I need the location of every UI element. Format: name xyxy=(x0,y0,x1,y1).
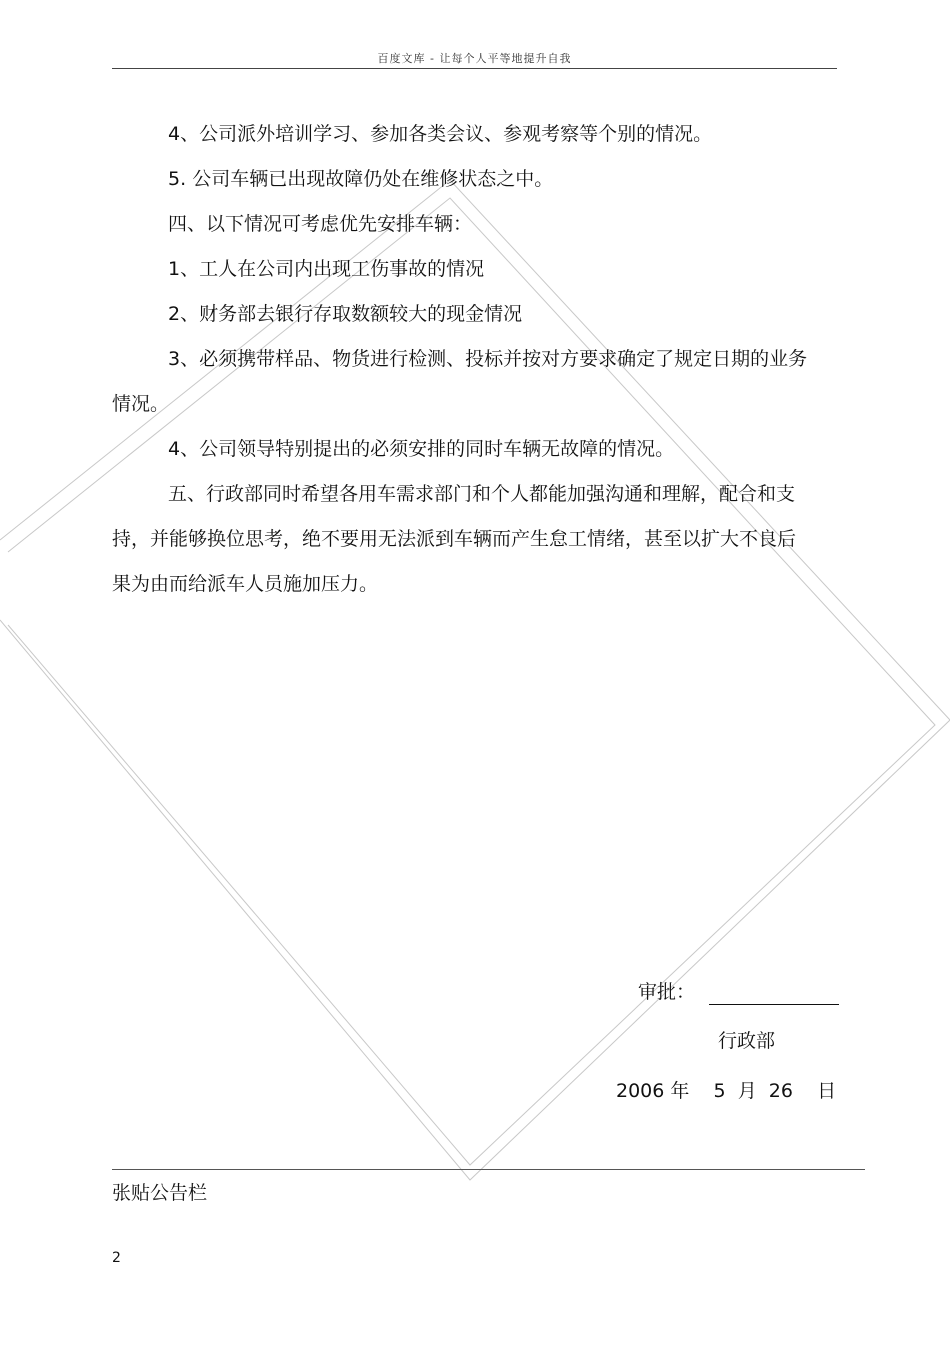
document-date: 2006 年 5 月 26 日 xyxy=(616,1080,837,1102)
paragraph: 4、公司领导特别提出的必须安排的同时车辆无故障的情况。 xyxy=(168,438,675,460)
approval-label: 审批： xyxy=(638,981,696,1003)
section-heading: 四、以下情况可考虑优先安排车辆： xyxy=(168,213,473,235)
approval-row xyxy=(638,977,839,1007)
section-paragraph: 五、行政部同时希望各用车需求部门和个人都能加强沟通和理解，配合和支持，并能够换位思考，绝不要用无法派到车辆而产生怠工情绪，甚至以扩大不良后果为由而给派车人员施加压力。 xyxy=(112,483,797,595)
paragraph: 5. 公司车辆已出现故障仍处在维修状态之中。 xyxy=(168,168,554,190)
signature-line xyxy=(709,1004,839,1005)
footer-divider xyxy=(112,1169,865,1170)
page-header: 百度文库 - 让每个人平等地提升自我 xyxy=(377,52,572,65)
paragraph: 3、必须携带样品、物货进行检测、投标并按对方要求确定了规定日期的业务情况。 xyxy=(112,348,808,415)
paragraph: 4、公司派外培训学习、参加各类会议、参观考察等个别的情况。 xyxy=(168,123,713,145)
footer-label: 张贴公告栏 xyxy=(112,1182,208,1204)
page-number: 2 xyxy=(112,1250,121,1266)
department-name: 行政部 xyxy=(718,1030,776,1052)
paragraph: 1、工人在公司内出现工伤事故的情况 xyxy=(168,258,485,280)
document-body xyxy=(112,112,812,607)
paragraph: 2、财务部去银行存取数额较大的现金情况 xyxy=(168,303,523,325)
